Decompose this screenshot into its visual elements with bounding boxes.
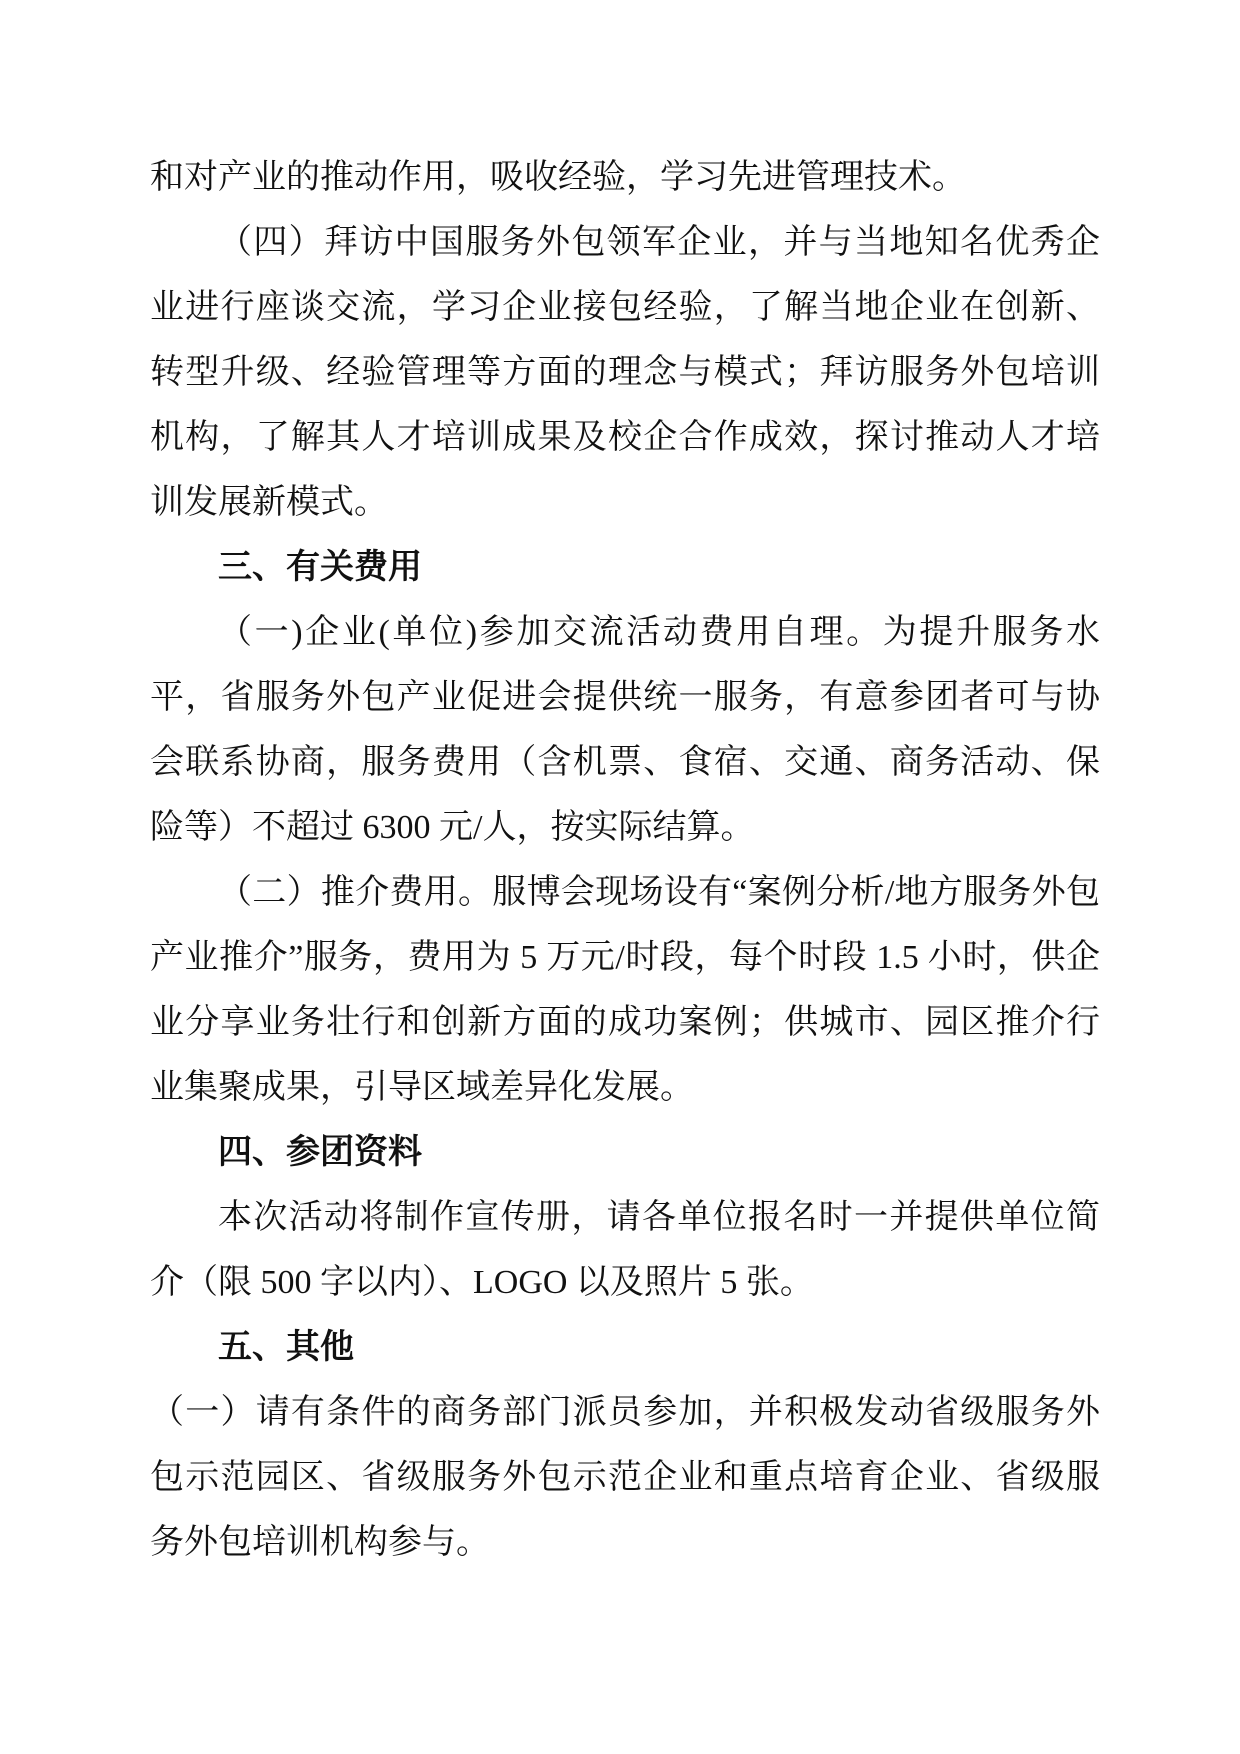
para-fees-item-2-promotion: （二）推介费用。服博会现场设有“案例分析/地方服务外包产业推介”服务，费用为 5 万元/时段，每个时段 1.5 小时，供企业分享业务壮行和创新方面的成功案例；供城市、园区推介行业集聚成果，引导区域差异化发展。 — [150, 874, 1100, 1106]
para-materials-brochure: 本次活动将制作宣传册，请各单位报名时一并提供单位简介（限 500 字以内）、LOGO 以及照片 5 张。 — [150, 1199, 1100, 1301]
heading-section-5-other: 五、其他 — [218, 1328, 354, 1366]
para-other-item-1-participation: （一）请有条件的商务部门派员参加，并积极发动省级服务外包示范园区、省级服务外包示范企业和重点培育企业、省级服务外包培训机构参与。 — [150, 1394, 1100, 1561]
para-continuation-benefits: 和对产业的推动作用，吸收经验，学习先进管理技术。 — [150, 159, 966, 196]
heading-section-4-materials: 四、参团资料 — [218, 1133, 422, 1171]
heading-section-3-fees: 三、有关费用 — [218, 548, 422, 586]
document-text-block — [150, 145, 1100, 1575]
para-item-4-visit-enterprises: （四）拜访中国服务外包领军企业，并与当地知名优秀企业进行座谈交流，学习企业接包经验，了解当地企业在创新、转型升级、经验管理等方面的理念与模式；拜访服务外包培训机构，了解其人才培训成果及校企合作成效，探讨推动人才培训发展新模式。 — [150, 224, 1100, 521]
para-fees-item-1-self-pay: （一)企业(单位)参加交流活动费用自理。为提升服务水平，省服务外包产业促进会提供统一服务，有意参团者可与协会联系协商，服务费用（含机票、食宿、交通、商务活动、保险等）不超过 6300 元/人，按实际结算。 — [150, 614, 1100, 846]
